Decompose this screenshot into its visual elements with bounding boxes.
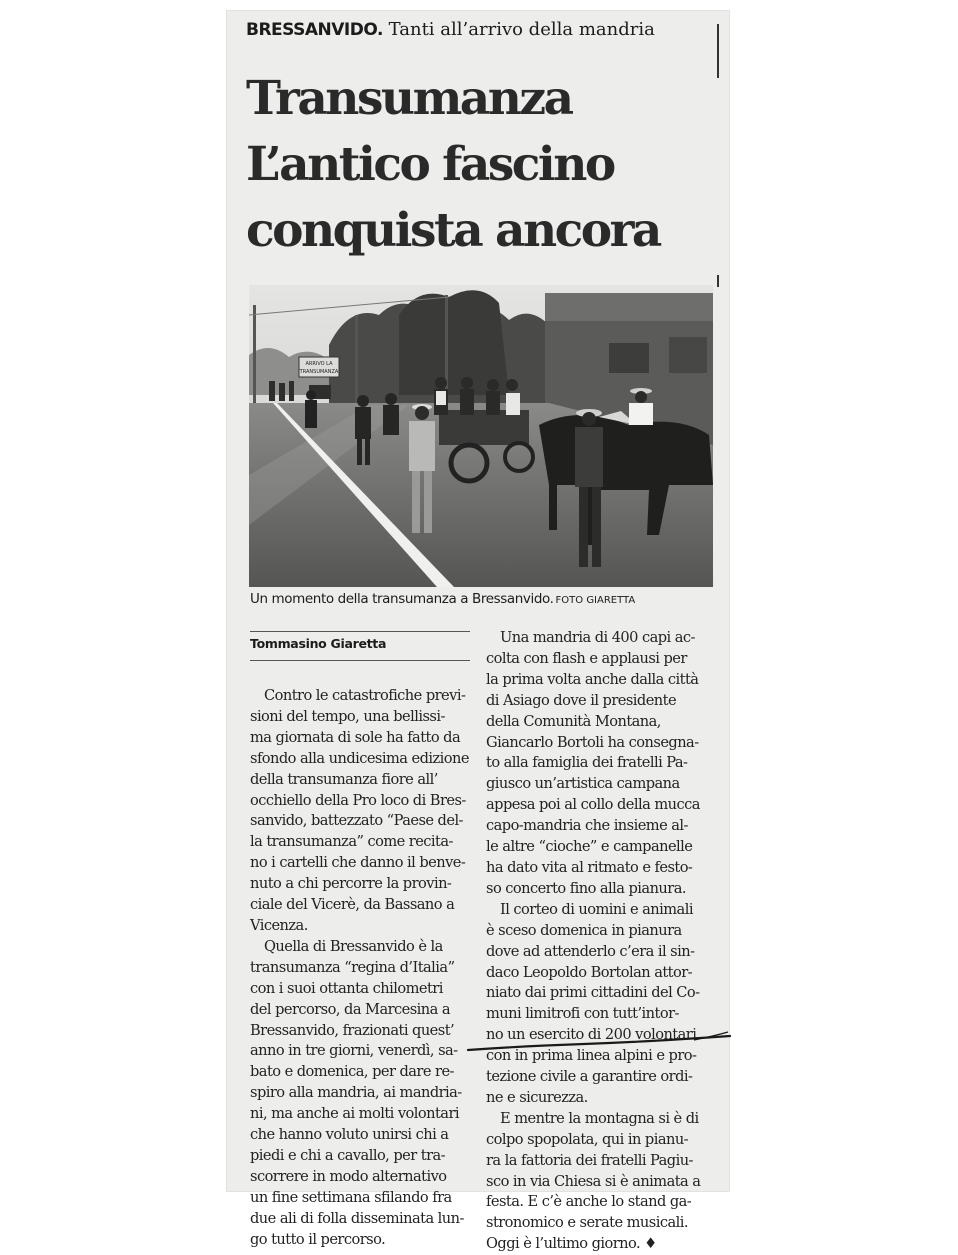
text-line: scorrere in modo alternativo (250, 1167, 447, 1185)
article-photo (249, 285, 713, 587)
headline-line: conquista ancora (246, 203, 660, 258)
photo-caption (250, 591, 720, 607)
text-line: colta con flash e applausi per (486, 649, 687, 667)
headline-line: Transumanza (246, 71, 572, 126)
text-line: transumanza “regina d’Italia” (250, 958, 455, 976)
text-line: di Asiago dove il presidente (486, 691, 677, 709)
text-line: Giancarlo Bortoli ha consegna- (486, 733, 699, 751)
text-line: appesa poi al collo della mucca (486, 796, 700, 814)
text-line: muni limitrofi con tutt’intor- (486, 1005, 679, 1023)
text-line: ha dato vita al ritmato e festo- (486, 858, 693, 876)
text-line: della transumanza fiore all’ (250, 770, 438, 788)
text-line: sioni del tempo, una bellissi- (250, 707, 445, 725)
text-line: le altre “cioche” e campanelle (486, 838, 693, 856)
text-line: con i suoi ottanta chilometri (250, 979, 443, 997)
text-line: Contro le catastrofiche previ- (264, 687, 466, 704)
text-line: colpo spopolata, qui in pianu- (486, 1130, 689, 1148)
text-line: Vicenza. (250, 916, 308, 934)
text-line: occhiello della Pro loco di Bres- (250, 791, 466, 809)
text-line: due ali di folla disseminata lun- (250, 1209, 464, 1227)
text-line: ne e sicurezza. (486, 1088, 588, 1106)
text-line: nuto a chi percorre la provin- (250, 875, 452, 893)
text-line: ciale del Vicerè, da Bassano a (250, 896, 455, 914)
caption-text: Un momento della transumanza a Bressanvido. (250, 591, 554, 607)
kicker-place: BRESSANVIDO. (246, 20, 383, 40)
text-line: no un esercito di 200 volontari (486, 1026, 697, 1044)
text-line: spiro alla mandria, ai mandria- (250, 1084, 462, 1102)
headline (246, 66, 716, 264)
text-line: della Comunità Montana, (486, 712, 661, 730)
text-line: del percorso, da Marcesina a (250, 1000, 451, 1018)
text-line: ni, ma anche ai molti volontari (250, 1105, 459, 1123)
text-line: Bressanvido, frazionati quest’ (250, 1021, 455, 1039)
text-line: daco Leopoldo Bortolan attor- (486, 963, 693, 981)
text-line: anno in tre giorni, venerdì, sa- (250, 1042, 458, 1060)
text-line: so concerto fino alla pianura. (486, 879, 686, 897)
text-line: to alla famiglia dei fratelli Pa- (486, 754, 688, 772)
text-line: la prima volta anche dalla città (486, 670, 699, 688)
author-rule (250, 660, 470, 661)
text-line: capo-mandria che insieme al- (486, 817, 688, 835)
photo-credit: FOTO GIARETTA (555, 595, 636, 606)
text-line: no i cartelli che danno il benve- (250, 854, 466, 872)
text-line: festa. E c’è anche lo stand ga- (486, 1193, 692, 1211)
text-line: la transumanza” come recita- (250, 833, 453, 851)
text-line: piedi e chi a cavallo, per tra- (250, 1146, 446, 1164)
text-line: dove ad attenderlo c’era il sin- (486, 942, 695, 960)
text-line: Quella di Bressanvido è la (264, 937, 443, 955)
text-line: giusco un’artistica campana (486, 775, 680, 793)
photo-sign-text: TRANSUMANZA (299, 369, 339, 375)
text-line: bato e domenica, per dare re- (250, 1063, 454, 1081)
kicker (246, 18, 716, 42)
text-line: Oggi è l’ultimo giorno. ♦ (486, 1235, 657, 1253)
text-line: sanvido, battezzato “Paese del- (250, 812, 463, 830)
text-line: ra la fattoria dei fratelli Pagiu- (486, 1151, 693, 1169)
headline-line: L’antico fascino (246, 137, 614, 192)
text-line: sco in via Chiesa si è animata a (486, 1172, 701, 1190)
text-line: un fine settimana sfilando fra (250, 1188, 452, 1206)
text-column-left (250, 686, 478, 1250)
text-line: Una mandria di 400 capi ac- (500, 629, 695, 646)
text-line: stronomico e serate musicali. (486, 1214, 688, 1232)
column-rule (717, 275, 719, 287)
text-line: con in prima linea alpini e pro- (486, 1047, 697, 1065)
text-line: tezione civile a garantire ordi- (486, 1068, 693, 1086)
text-line: niato dai primi cittadini del Co- (486, 984, 700, 1002)
column-rule (717, 24, 719, 78)
text-column-right (486, 628, 722, 1255)
kicker-text: Tanti all’arrivo della mandria (388, 19, 655, 40)
text-line: ma giornata di sole ha fatto da (250, 728, 461, 746)
author-rule (250, 631, 470, 632)
author-byline: Tommasino Giaretta (250, 636, 387, 651)
text-line: che hanno voluto unirsi chi a (250, 1126, 449, 1144)
text-line: è sceso domenica in pianura (486, 921, 682, 939)
text-line: go tutto il percorso. (250, 1230, 386, 1248)
text-line: sfondo alla undicesima edizione (250, 749, 469, 767)
newspaper-clipping (226, 10, 730, 1253)
photo-sign-text: ARRIVO LA (305, 361, 333, 367)
text-line: Il corteo di uomini e animali (500, 900, 693, 918)
pen-underline-mark (464, 1022, 734, 1062)
text-line: E mentre la montagna si è di (500, 1109, 699, 1127)
